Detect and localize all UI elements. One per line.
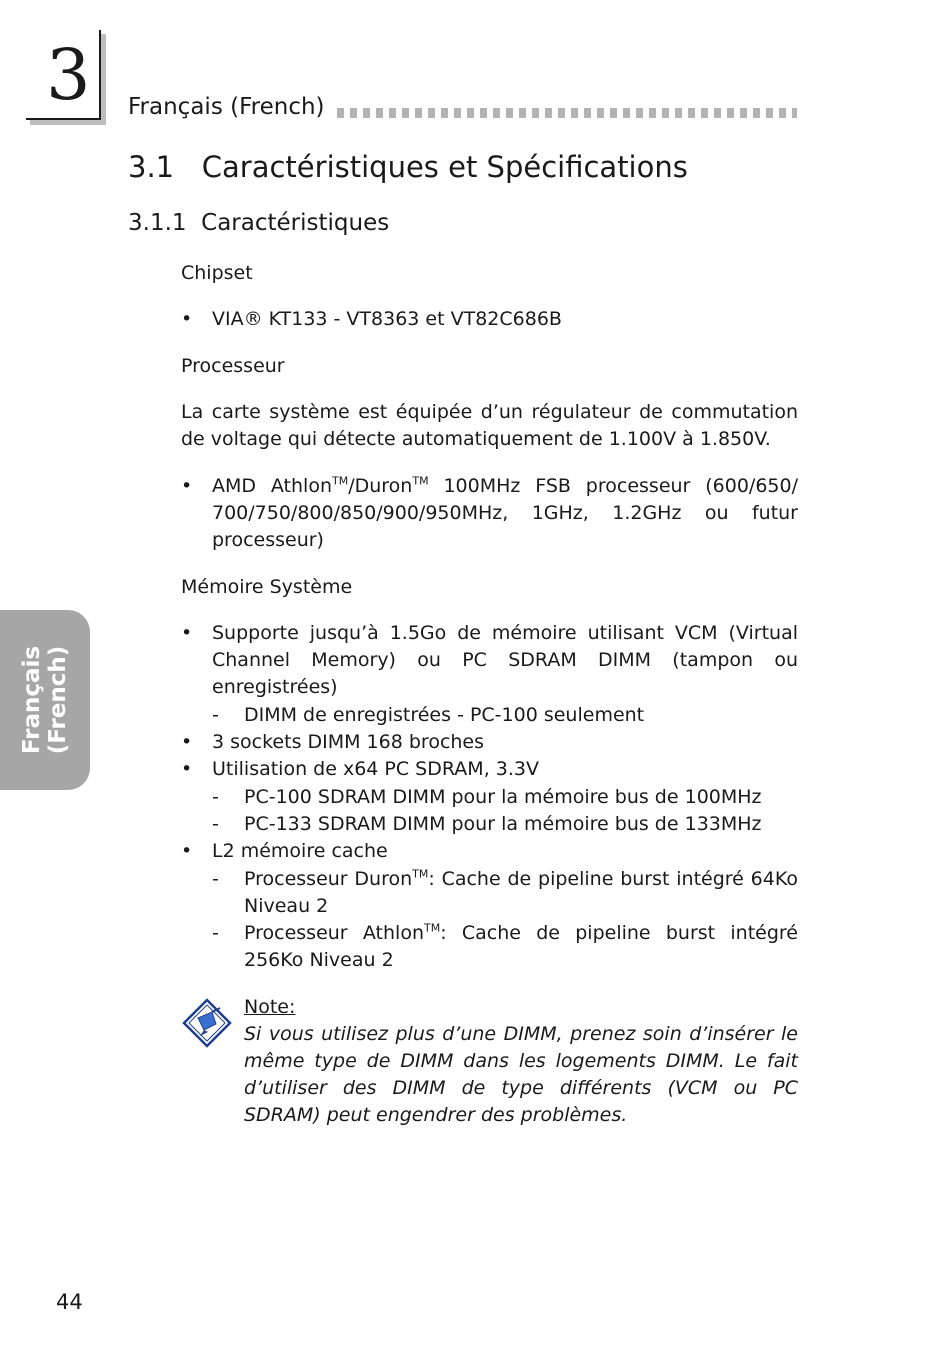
memory-bullet-1: Supporte jusqu’à 1.5Go de mémoire utilisant VCM (Virtual Channel Memory) ou PC SDRAM DIMM (tampon ou enregistrées) [212,622,798,698]
side-tab-line-2: (French) [45,645,71,755]
chapter-number: 3 [46,34,91,116]
bullet-glyph: • [181,308,193,330]
dash-glyph: - [212,813,219,835]
memory-bullet-4-sub-2 [244,920,798,974]
chipset-heading: Chipset [181,262,253,284]
chapter-box-border-vertical [99,30,101,120]
chapter-header-title: Français (French) [128,94,325,120]
memory-bullet-3-sub-2: PC-133 SDRAM DIMM pour la mémoire bus de 133MHz [244,813,762,835]
dash-glyph: - [212,922,219,944]
chapter-box-shadow-vertical [101,34,106,124]
processor-heading: Processeur [181,355,285,377]
memory-bullet-4-sub-1 [244,866,798,920]
side-tab-line-1: Français [19,645,45,755]
trademark-mark: TM [412,867,429,881]
language-side-tab-label [19,646,71,755]
duron-cache-pre: Processeur Duron [244,868,413,890]
header-dotted-rule [337,108,797,118]
memory-bullet-2: 3 sockets DIMM 168 broches [212,731,485,753]
bullet-glyph: • [181,475,193,497]
memory-bullet-3-sub-1: PC-100 SDRAM DIMM pour la mémoire bus de 100MHz [244,786,762,808]
memory-bullet-1-sub: DIMM de enregistrées - PC-100 seulement [244,704,645,726]
subsection-heading: 3.1.1 Caractéristiques [128,210,390,236]
processor-bullet [212,473,798,554]
note-text: Si vous utilisez plus d’une DIMM, prenez soin d’insérer le même type de DIMM dans les logements DIMM. Le fait d’utiliser des DIMM de type différents (VCM ou PC SDRAM) peut engendrer des problèmes. [244,1023,798,1126]
dash-glyph: - [212,704,219,726]
processor-bullet-mid: /Duron [348,475,413,497]
chapter-box-shadow-horizontal [30,120,106,125]
trademark-mark: TM [423,921,441,935]
athlon-cache-post: : Cache de pipeline burst intégré 256Ko Niveau 2 [244,922,798,971]
dash-glyph: - [212,868,219,890]
memory-heading: Mémoire Système [181,576,353,598]
bullet-glyph: • [181,622,193,644]
processor-intro: La carte système est équipée d’un régulateur de commutation de voltage qui détecte automatiquement de 1.100V à 1.850V. [181,401,798,450]
bullet-glyph: • [181,731,193,753]
memory-bullet-4: L2 mémoire cache [212,840,388,862]
note-icon [182,998,232,1048]
athlon-cache-pre: Processeur Athlon [244,922,424,944]
bullet-glyph: • [181,758,193,780]
chipset-item: VIA® KT133 - VT8363 et VT82C686B [212,308,562,330]
bullet-glyph: • [181,840,193,862]
trademark-mark: TM [412,474,429,488]
processor-bullet-post: 100MHz FSB processeur (600/650/ 700/750/800/850/900/950MHz, 1GHz, 1.2GHz ou futur processeur) [212,475,798,551]
note-label: Note: [244,996,296,1018]
processor-bullet-pre: AMD Athlon [212,475,332,497]
section-heading: 3.1 Caractéristiques et Spécifications [128,150,688,184]
chapter-box-border-horizontal [26,118,101,120]
memory-bullet-3: Utilisation de x64 PC SDRAM, 3.3V [212,758,539,780]
trademark-mark: TM [332,474,349,488]
duron-cache-post: : Cache de pipeline burst intégré 64Ko Niveau 2 [244,868,798,917]
dash-glyph: - [212,786,219,808]
page-number: 44 [56,1290,83,1314]
